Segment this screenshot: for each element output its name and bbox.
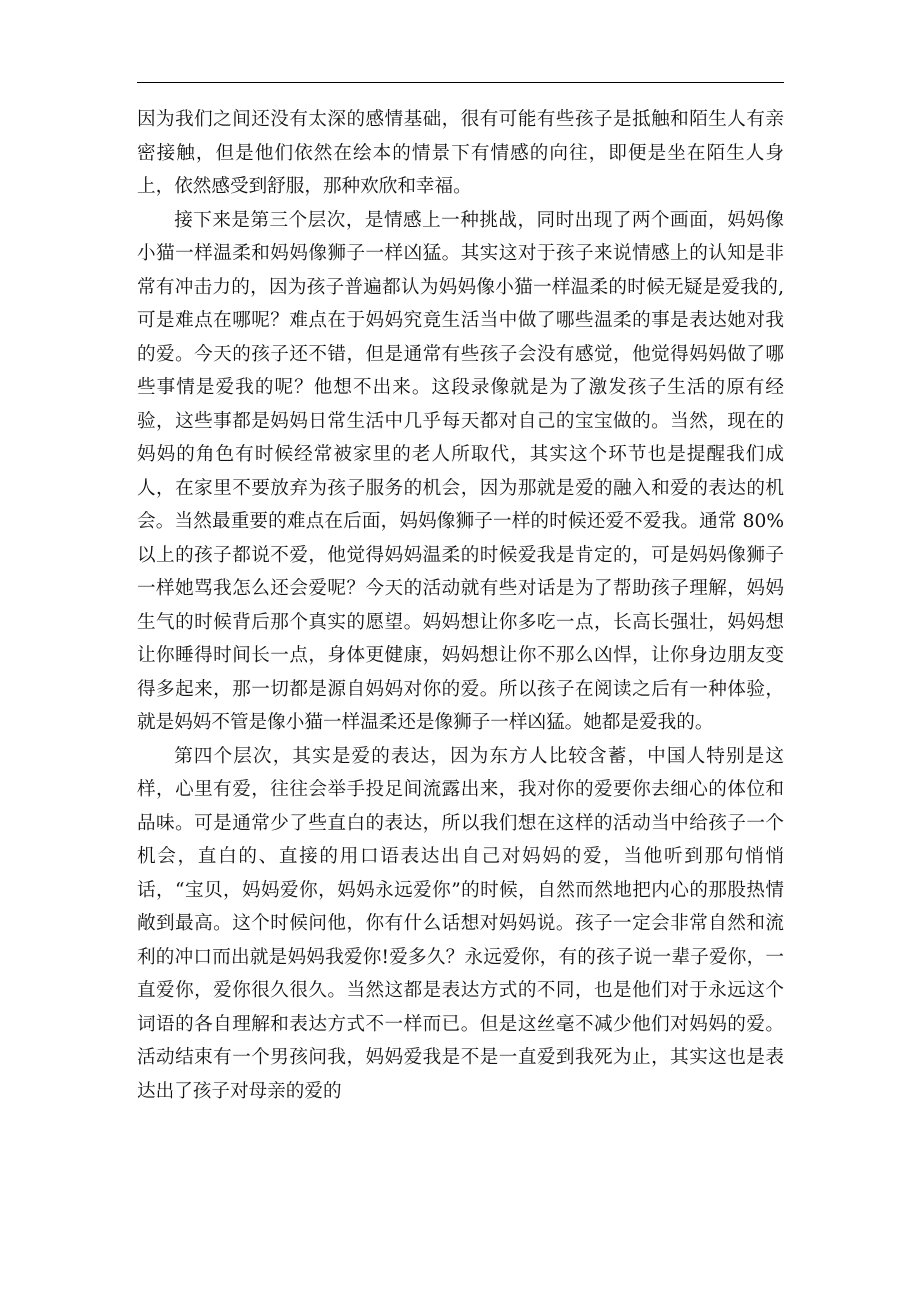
header-rule [137, 82, 784, 83]
paragraph-2: 接下来是第三个层次，是情感上一种挑战，同时出现了两个画面，妈妈像小猫一样温柔和妈妈像狮子一样凶猛。其实这对于孩子来说情感上的认知是非常有冲击力的，因为孩子普遍都认为妈妈像小猫一样温柔的时候无疑是爱我的,可是难点在哪呢？难点在于妈妈究竟生活当中做了哪些温柔的事是表达她对我的爱。今天的孩子还不错，但是通常有些孩子会没有感觉，他觉得妈妈做了哪些事情是爱我的呢？他想不出来。这段录像就是为了激发孩子生活的原有经验，这些事都是妈妈日常生活中几乎每天都对自己的宝宝做的。当然，现在的妈妈的角色有时候经常被家里的老人所取代，其实这个环节也是提醒我们成人，在家里不要放弃为孩子服务的机会，因为那就是爱的融入和爱的表达的机会。当然最重要的难点在后面，妈妈像狮子一样的时候还爱不爱我。通常 80%以上的孩子都说不爱，他觉得妈妈温柔的时候爱我是肯定的，可是妈妈像狮子一样她骂我怎么还会爱呢？今天的活动就有些对话是为了帮助孩子理解，妈妈生气的时候背后那个真实的愿望。妈妈想让你多吃一点，长高长强壮，妈妈想让你睡得时间长一点，身体更健康，妈妈想让你不那么凶悍，让你身边朋友变得多起来，那一切都是源自妈妈对你的爱。所以孩子在阅读之后有一种体验，就是妈妈不管是像小猫一样温柔还是像狮子一样凶猛。她都是爱我的。 [137, 209, 784, 733]
paragraph-1: 因为我们之间还没有太深的感情基础，很有可能有些孩子是抵触和陌生人有亲密接触，但是他们依然在绘本的情景下有情感的向往，即便是坐在陌生人身上，依然感受到舒服，那种欢欣和幸福。 [137, 109, 784, 197]
body-text [137, 103, 784, 1108]
paragraph-3: 第四个层次，其实是爱的表达，因为东方人比较含蓄，中国人特别是这样，心里有爱，往往会举手投足间流露出来，我对你的爱要你去细心的体位和品味。可是通常少了些直白的表达，所以我们想在这样的活动当中给孩子一个机会，直白的、直接的用口语表达出自己对妈妈的爱，当他听到那句悄悄话，“宝贝，妈妈爱你，妈妈永远爱你”的时候，自然而然地把内心的那股热情敞到最高。这个时候问他，你有什么话想对妈妈说。孩子一定会非常自然和流利的冲口而出就是妈妈我爱你!爱多久？永远爱你，有的孩子说一辈子爱你，一直爱你，爱你很久很久。当然这都是表达方式的不同，也是他们对于永远这个词语的各自理解和表达方式不一样而已。但是这丝毫不减少他们对妈妈的爱。活动结束有一个男孩问我，妈妈爱我是不是一直爱到我死为止，其实这也是表达出了孩子对母亲的爱的 [137, 745, 784, 1102]
